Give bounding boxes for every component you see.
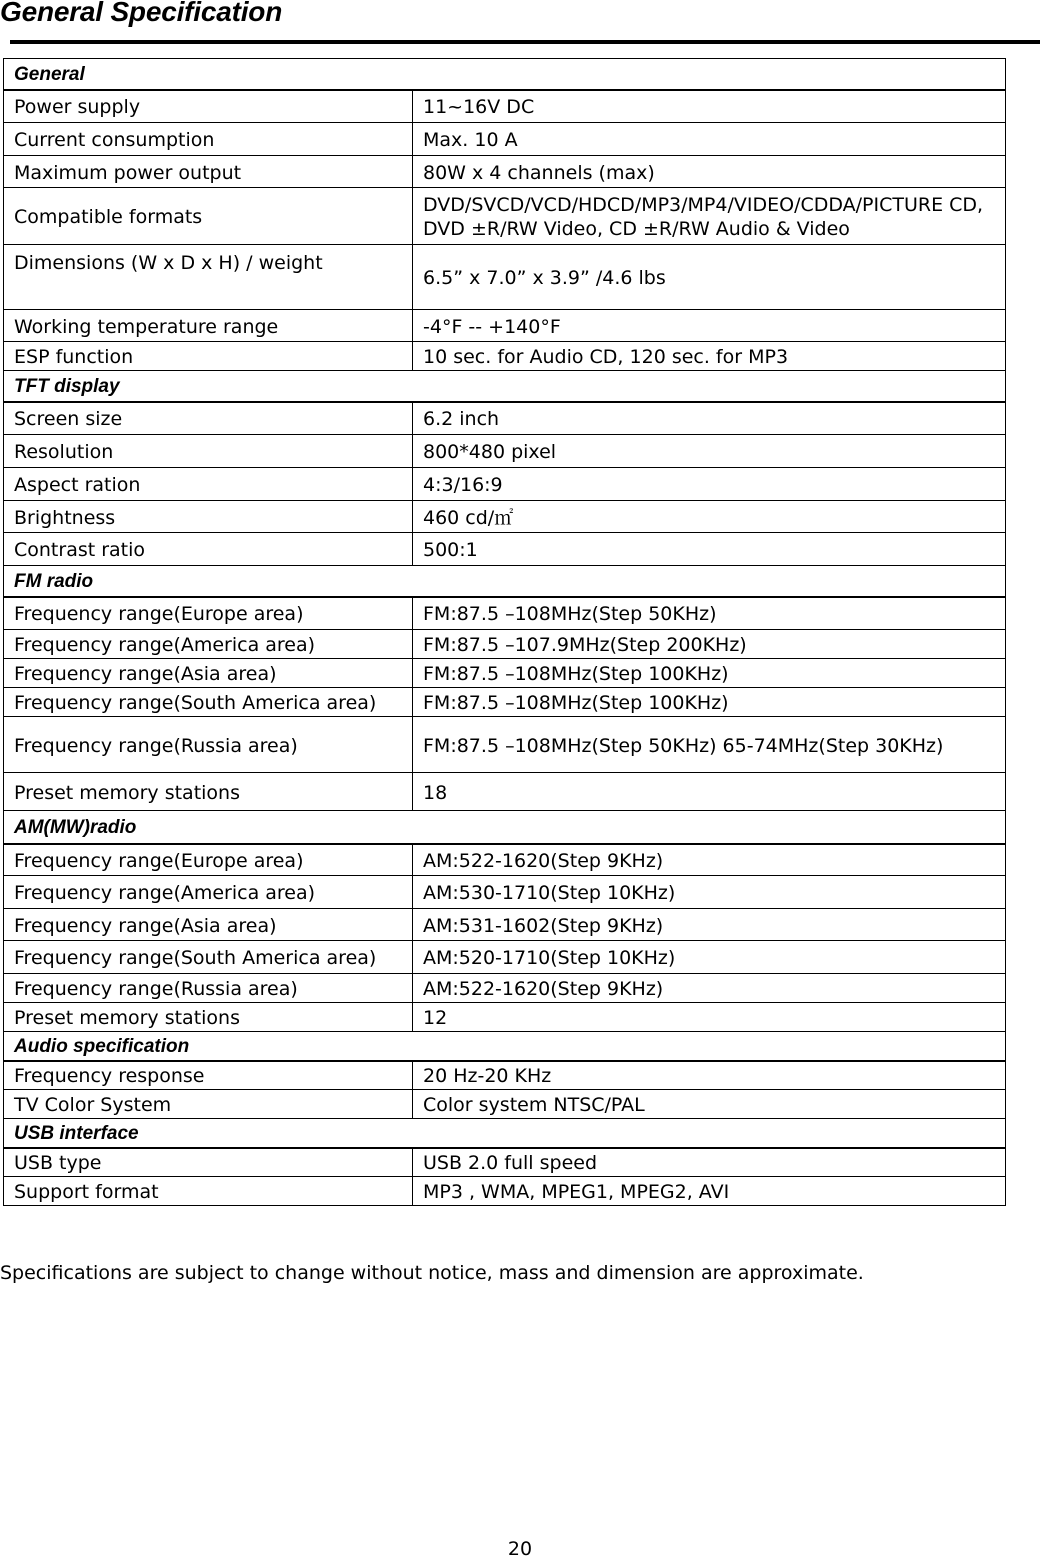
spec-value: FM:87.5 –108MHz(Step 100KHz) bbox=[413, 659, 1006, 688]
table-row bbox=[4, 435, 1006, 468]
spec-label: Preset memory stations bbox=[4, 773, 413, 811]
section-title: TFT display bbox=[4, 371, 1006, 402]
spec-value: 4:3/16:9 bbox=[413, 468, 1006, 501]
spec-label: Frequency range(America area) bbox=[4, 876, 413, 909]
spec-value: AM:520-1710(Step 10KHz) bbox=[413, 941, 1006, 974]
spec-value: 80W x 4 channels (max) bbox=[413, 156, 1006, 188]
spec-label: Frequency range(Asia area) bbox=[4, 909, 413, 941]
spec-value: FM:87.5 –108MHz(Step 50KHz) 65-74MHz(Step 30KHz) bbox=[413, 717, 1006, 773]
specification-table bbox=[3, 58, 1006, 1206]
spec-label: Contrast ratio bbox=[4, 533, 413, 566]
spec-value: 18 bbox=[413, 773, 1006, 811]
section-title: USB interface bbox=[4, 1119, 1006, 1148]
table-row bbox=[4, 688, 1006, 717]
spec-value: 11~16V DC bbox=[413, 90, 1006, 123]
section-title: FM radio bbox=[4, 566, 1006, 597]
spec-label: Dimensions (W x D x H) / weight bbox=[4, 245, 413, 310]
spec-label: Power supply bbox=[4, 90, 413, 123]
table-row bbox=[4, 90, 1006, 123]
spec-label: Brightness bbox=[4, 501, 413, 533]
spec-label: Frequency range(Europe area) bbox=[4, 597, 413, 630]
spec-value: AM:522-1620(Step 9KHz) bbox=[413, 844, 1006, 876]
table-row bbox=[4, 342, 1006, 371]
table-row bbox=[4, 188, 1006, 245]
spec-value: AM:522-1620(Step 9KHz) bbox=[413, 974, 1006, 1003]
spec-value: 6.5” x 7.0” x 3.9” /4.6 lbs bbox=[413, 245, 1006, 310]
table-row bbox=[4, 402, 1006, 435]
spec-label: Maximum power output bbox=[4, 156, 413, 188]
title-divider bbox=[10, 40, 1040, 44]
spec-label: ESP function bbox=[4, 342, 413, 371]
table-row bbox=[4, 974, 1006, 1003]
spec-label: Working temperature range bbox=[4, 310, 413, 342]
table-row bbox=[4, 533, 1006, 566]
spec-label: Frequency range(America area) bbox=[4, 630, 413, 659]
section-title: AM(MW)radio bbox=[4, 811, 1006, 844]
spec-label: TV Color System bbox=[4, 1090, 413, 1119]
spec-value: FM:87.5 –107.9MHz(Step 200KHz) bbox=[413, 630, 1006, 659]
spec-value: MP3 , WMA, MPEG1, MPEG2, AVI bbox=[413, 1177, 1006, 1206]
table-row bbox=[4, 909, 1006, 941]
table-row bbox=[4, 597, 1006, 630]
table-row bbox=[4, 844, 1006, 876]
spec-label: Frequency range(South America area) bbox=[4, 688, 413, 717]
disclaimer-note: Specifications are subject to change without notice, mass and dimension are approximate. bbox=[0, 1262, 864, 1284]
table-row bbox=[4, 630, 1006, 659]
spec-value: AM:531-1602(Step 9KHz) bbox=[413, 909, 1006, 941]
spec-value: Max. 10 A bbox=[413, 123, 1006, 156]
section-header-audio-specification bbox=[4, 1032, 1006, 1061]
section-header-fm-radio bbox=[4, 566, 1006, 597]
spec-value: 6.2 inch bbox=[413, 402, 1006, 435]
spec-value: 500:1 bbox=[413, 533, 1006, 566]
spec-label: USB type bbox=[4, 1148, 413, 1177]
table-row bbox=[4, 1090, 1006, 1119]
spec-value: -4°F -- +140°F bbox=[413, 310, 1006, 342]
spec-value: 800*480 pixel bbox=[413, 435, 1006, 468]
table-row bbox=[4, 773, 1006, 811]
section-header-usb-interface bbox=[4, 1119, 1006, 1148]
spec-label: Screen size bbox=[4, 402, 413, 435]
page-number: 20 bbox=[507, 1538, 533, 1560]
spec-label: Frequency response bbox=[4, 1061, 413, 1090]
table-row bbox=[4, 659, 1006, 688]
spec-label: Resolution bbox=[4, 435, 413, 468]
section-header-general bbox=[4, 59, 1006, 90]
spec-value: FM:87.5 –108MHz(Step 100KHz) bbox=[413, 688, 1006, 717]
spec-value: FM:87.5 –108MHz(Step 50KHz) bbox=[413, 597, 1006, 630]
spec-label: Support format bbox=[4, 1177, 413, 1206]
table-row bbox=[4, 1177, 1006, 1206]
spec-label: Frequency range(Europe area) bbox=[4, 844, 413, 876]
spec-label: Aspect ration bbox=[4, 468, 413, 501]
table-row bbox=[4, 123, 1006, 156]
table-row bbox=[4, 1148, 1006, 1177]
table-row bbox=[4, 717, 1006, 773]
table-row bbox=[4, 501, 1006, 533]
table-row bbox=[4, 310, 1006, 342]
spec-value: DVD/SVCD/VCD/HDCD/MP3/MP4/VIDEO/CDDA/PICTURE CD, DVD ±R/RW Video, CD ±R/RW Audio & Video bbox=[413, 188, 1006, 245]
spec-label: Frequency range(South America area) bbox=[4, 941, 413, 974]
spec-label: Preset memory stations bbox=[4, 1003, 413, 1032]
section-title: General bbox=[4, 59, 1006, 90]
spec-value: 10 sec. for Audio CD, 120 sec. for MP3 bbox=[413, 342, 1006, 371]
table-row bbox=[4, 1061, 1006, 1090]
spec-label: Frequency range(Russia area) bbox=[4, 717, 413, 773]
table-row bbox=[4, 156, 1006, 188]
section-header-tft-display bbox=[4, 371, 1006, 402]
section-title: Audio specification bbox=[4, 1032, 1006, 1061]
spec-value: Color system NTSC/PAL bbox=[413, 1090, 1006, 1119]
section-header-am-radio bbox=[4, 811, 1006, 844]
spec-label: Compatible formats bbox=[4, 188, 413, 245]
spec-value: AM:530-1710(Step 10KHz) bbox=[413, 876, 1006, 909]
spec-value: 460 cd/㎡ bbox=[413, 501, 1006, 533]
table-row bbox=[4, 876, 1006, 909]
table-row bbox=[4, 245, 1006, 310]
table-row bbox=[4, 1003, 1006, 1032]
table-row bbox=[4, 468, 1006, 501]
spec-value: 12 bbox=[413, 1003, 1006, 1032]
spec-label: Frequency range(Asia area) bbox=[4, 659, 413, 688]
spec-label: Frequency range(Russia area) bbox=[4, 974, 413, 1003]
page-title: General Specification bbox=[0, 0, 283, 27]
table-row bbox=[4, 941, 1006, 974]
spec-value: USB 2.0 full speed bbox=[413, 1148, 1006, 1177]
spec-value: 20 Hz-20 KHz bbox=[413, 1061, 1006, 1090]
spec-label: Current consumption bbox=[4, 123, 413, 156]
